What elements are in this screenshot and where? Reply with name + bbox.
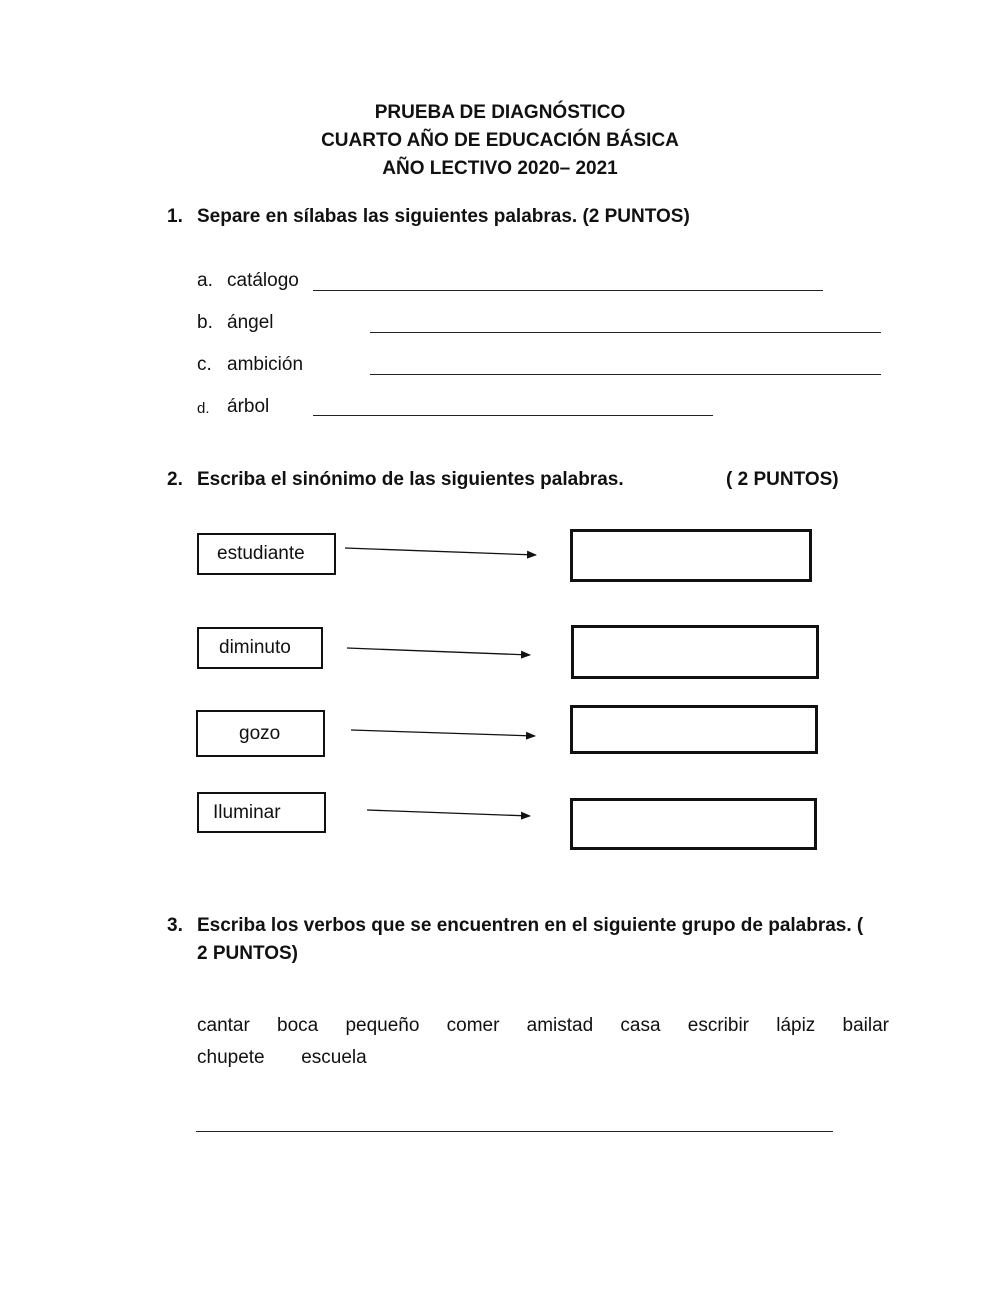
synonym-word: Iluminar bbox=[213, 801, 281, 823]
q3-word: amistad bbox=[526, 1015, 594, 1036]
q2-points: ( 2 PUNTOS) bbox=[726, 469, 839, 490]
synonym-word: gozo bbox=[239, 722, 281, 744]
q3-answer-line[interactable] bbox=[196, 1131, 833, 1132]
q1-item-c-word: ambición bbox=[227, 354, 304, 375]
q3-word-line-1 bbox=[197, 1015, 889, 1037]
q2-number: 2. bbox=[167, 469, 183, 490]
q1-item-d-word: árbol bbox=[227, 396, 270, 417]
synonym-word: estudiante bbox=[217, 543, 305, 564]
q3-number: 3. bbox=[167, 915, 183, 936]
q1-item-a-word: catálogo bbox=[227, 270, 299, 291]
title-line-2: CUARTO AÑO DE EDUCACIÓN BÁSICA bbox=[321, 130, 679, 151]
synonym-answer-box[interactable] bbox=[571, 625, 819, 679]
arrow-icon bbox=[367, 810, 530, 816]
q2-text: Escriba el sinónimo de las siguientes palabras. bbox=[197, 469, 624, 490]
q3-word: cantar bbox=[197, 1015, 250, 1036]
synonym-word: diminuto bbox=[219, 637, 291, 658]
q3-word: bailar bbox=[842, 1015, 889, 1036]
q3-word: pequeño bbox=[345, 1015, 420, 1036]
q3-word: chupete bbox=[197, 1047, 265, 1068]
q1-text: Separe en sílabas las siguientes palabras. (2 PUNTOS) bbox=[197, 206, 690, 227]
q1-item-b-letter: b. bbox=[197, 312, 213, 333]
title-line-3: AÑO LECTIVO 2020– 2021 bbox=[382, 158, 618, 179]
q1-item-d-letter: d. bbox=[197, 400, 210, 417]
q3-word: boca bbox=[277, 1015, 319, 1036]
synonym-answer-box[interactable] bbox=[570, 798, 817, 850]
q1-item-b-word: ángel bbox=[227, 312, 274, 333]
q3-word: casa bbox=[620, 1015, 661, 1036]
q1-item-a-letter: a. bbox=[197, 270, 213, 291]
q3-word: comer bbox=[446, 1015, 500, 1036]
q1-number: 1. bbox=[167, 206, 183, 227]
q3-word: lápiz bbox=[776, 1015, 816, 1036]
q3-word-line-2 bbox=[197, 1047, 367, 1069]
q1-item-c-letter: c. bbox=[197, 354, 212, 375]
q3-word: escribir bbox=[687, 1015, 749, 1036]
synonym-answer-box[interactable] bbox=[570, 705, 818, 754]
arrow-icon bbox=[347, 648, 530, 655]
q3-text-line-2: 2 PUNTOS) bbox=[197, 943, 299, 964]
q3-text-line-1: Escriba los verbos que se encuentren en el siguiente grupo de palabras. ( bbox=[197, 915, 864, 936]
arrow-icon bbox=[351, 730, 535, 736]
synonym-answer-box[interactable] bbox=[570, 529, 812, 582]
q3-word: escuela bbox=[301, 1047, 367, 1068]
arrow-icon bbox=[345, 548, 536, 555]
title-line-1: PRUEBA DE DIAGNÓSTICO bbox=[374, 102, 626, 123]
